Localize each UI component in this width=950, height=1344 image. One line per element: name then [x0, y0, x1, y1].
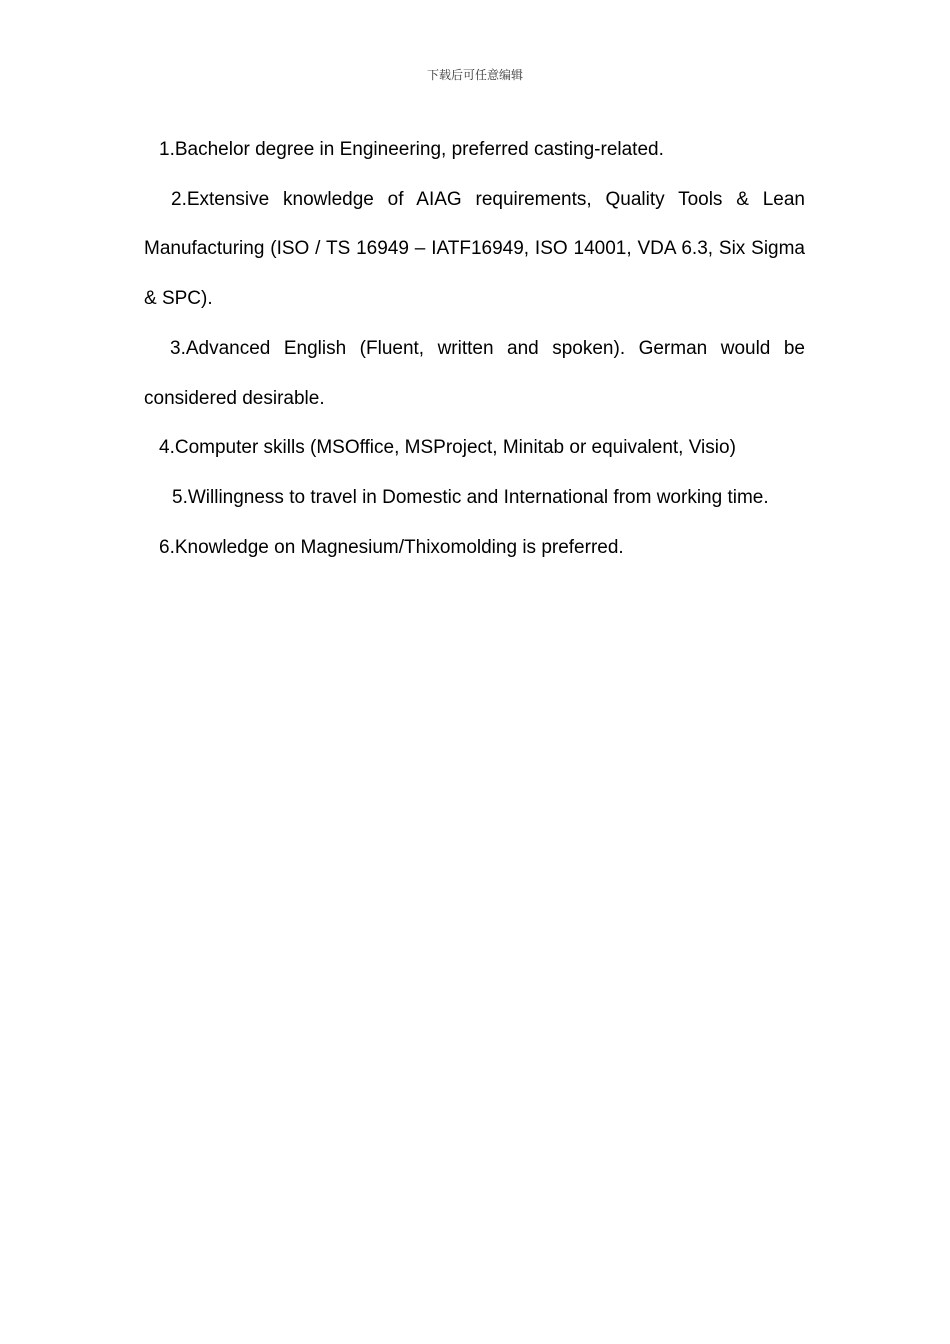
page-header: 下载后可任意编辑 — [426, 68, 523, 82]
requirement-item-2: 2.Extensive knowledge of AIAG requirements, Quality Tools & Lean Manufacturing (ISO / TS 16949 – IATF16949, ISO 14001, VDA 6.3, Six Sigma & SPC). — [144, 188, 805, 310]
requirement-item-1: 1.Bachelor degree in Engineering, preferred casting-related. — [159, 139, 664, 160]
document-body — [144, 125, 805, 572]
requirement-item-3: 3.Advanced English (Fluent, written and spoken). German would be considered desirable. — [144, 337, 805, 409]
requirement-item-4: 4.Computer skills (MSOffice, MSProject, Minitab or equivalent, Visio) — [159, 437, 736, 459]
requirement-item-6: 6.Knowledge on Magnesium/Thixomolding is preferred. — [159, 536, 624, 558]
requirement-item-5: 5.Willingness to travel in Domestic and International from working time. — [172, 486, 769, 508]
